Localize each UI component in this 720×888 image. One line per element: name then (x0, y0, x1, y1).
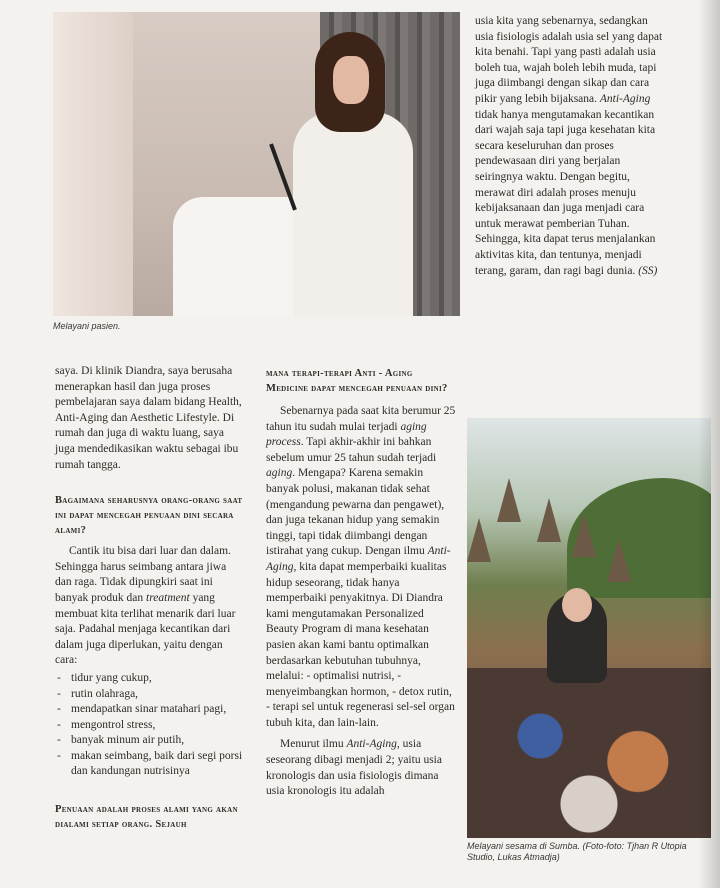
photo-village-roof (497, 478, 521, 522)
line: usia fisiologis adalah usia sel yang (475, 30, 635, 43)
line: lebih muda, tapi juga diimbangi (475, 61, 657, 90)
term-anti-aging: Anti-Aging (266, 545, 451, 573)
photo-crowd (467, 668, 711, 838)
text-column-top-right (475, 14, 667, 279)
line: usia kita yang sebenarnya, sedangkan (475, 15, 648, 27)
photo-wall (53, 12, 133, 316)
page-fold-shadow (698, 0, 720, 888)
list-item: - rutin olahraga, (55, 687, 245, 703)
paragraph-age-types (266, 737, 456, 799)
author-signoff: (SS) (638, 264, 658, 277)
text-segment: Sebenarnya pada saat kita berumur 25 tahun itu sudah mulai terjadi (266, 405, 456, 433)
photo-village-roof (467, 518, 491, 562)
question-heading-1: Bagaimana seharusnya orang-orang saat ini dapat mencegah penuaan dini secara alami? (55, 495, 243, 537)
question-heading-2: Penuaan adalah proses alami yang akan dialami setiap orang. Sejauh (55, 804, 238, 831)
caption-bottom: Melayani sesama di Sumba. (Foto-foto: Tjhan R Utopia Studio, Lukas Atmadja) (467, 841, 687, 862)
paragraph-answer-1 (55, 544, 245, 669)
line: dapat kita benahi. Tapi yang pasti (475, 30, 663, 59)
line: adalah usia boleh tua, wajah boleh (475, 46, 656, 74)
text-segment: . Tapi akhir-akhir ini bahkan sebelum umur 25 tahun sudah terjadi (266, 436, 437, 464)
term-aging: aging (266, 467, 293, 480)
text-segment: tidak hanya mengutamakan kecantikan dari wajah saja tapi juga kesehatan kita secara keseluruhan dan proses pendewasaan diri yang berjalan seiringnya waktu. Dengan begitu, merawat diri adalah proses menuju kebijaksanaan dan juga menjadi cara untuk merawat pemberian Tuhan. Sehingga, kita dapat terus menjalankan aktivitas kita, dan tentunya, menjadi terang, garam, dan ragi bagi dunia. (475, 108, 656, 277)
list-item: - makan seimbang, baik dari segi porsi dan kandungan nutrisinya (55, 749, 245, 780)
paragraph-closing (475, 14, 667, 279)
paragraph-answer-2 (266, 404, 456, 731)
photo-doctor-face (333, 56, 369, 104)
paragraph-intro: saya. Di klinik Diandra, saya berusaha menerapkan hasil dan juga proses pembelajaran saya dalam bidang Health, Anti-Aging dan Aesthetic Lifestyle. Di rumah dan juga di waktu luang, saya juga mendedikasikan waktu sebagai ibu rumah tangga. (55, 365, 242, 471)
question-heading-2-continued: mana terapi-terapi Anti - Aging Medicine dapat mencegah penuaan dini? (266, 368, 448, 394)
text-segment: bijaksana. (550, 92, 600, 105)
term-anti-aging: Anti-Aging (346, 738, 397, 751)
term-anti-aging: Anti-Aging (599, 92, 651, 105)
text-segment: Cantik itu bisa dari luar dan dalam. Sehingga harus seimbang antara jiwa dan raga. Tidak dipungkiri saat ini banyak produk dan (55, 545, 231, 604)
list-item: - mendapatkan sinar matahari pagi, (55, 702, 245, 718)
text-column-middle (266, 366, 456, 800)
photo-treatment (53, 12, 460, 316)
photo-woman-face (562, 588, 592, 622)
list-item: - banyak minum air putih, (55, 733, 245, 749)
caption-top: Melayani pasien. (53, 321, 121, 331)
text-segment: Menurut ilmu (280, 738, 347, 751)
text-segment: . Mengapa? Karena semakin banyak polusi, makanan tidak sehat (mengandung pewarna dan pengawet), dan juga tekanan hidup yang semakin tinggi, tapi tidak diimbangi dengan istirahat yang cukup. Dengan ilmu (266, 467, 445, 558)
list-item: - mengontrol stress, (55, 718, 245, 734)
term-treatment: treatment (146, 591, 190, 604)
photo-doctor (293, 112, 413, 316)
line: dengan sikap dan cara pikir yang lebih (475, 77, 650, 105)
term-aging-process: aging process (266, 420, 427, 449)
photo-sumba (467, 418, 711, 838)
photo-village-roof (537, 498, 561, 542)
text-segment: , usia seseorang dibagi menjadi 2; yaitu usia kronologis dan usia fisiologis dimana usia kronologis itu adalah (266, 738, 442, 798)
text-segment: , kita dapat memperbaiki kualitas hidup seseorang, tidak hanya memperbaiki penyakitnya. Di Diandra kami mengutamakan Personalized Beauty Program di mana kesehatan pasien akan kami bantu optimalkan berdasarkan kebutuhan tubuhnya, melalui: - optimalisi nutrisi, - menyeimbangkan hormon, - detox rutin, - terapi sel untuk regenerasi sel-sel organ tubuh kita, dan lain-lain. (266, 560, 455, 729)
photo-village-roof (572, 513, 596, 557)
tips-list (55, 671, 245, 780)
text-segment: yang membuat kita terlihat menarik dari luar saja. Padahal menjaga kecantikan dari dalam juga diperlukan, yaitu dengan cara: (55, 591, 236, 667)
list-item: - tidur yang cukup, (55, 671, 245, 687)
photo-village-roof (607, 538, 631, 582)
text-column-left (55, 364, 245, 832)
